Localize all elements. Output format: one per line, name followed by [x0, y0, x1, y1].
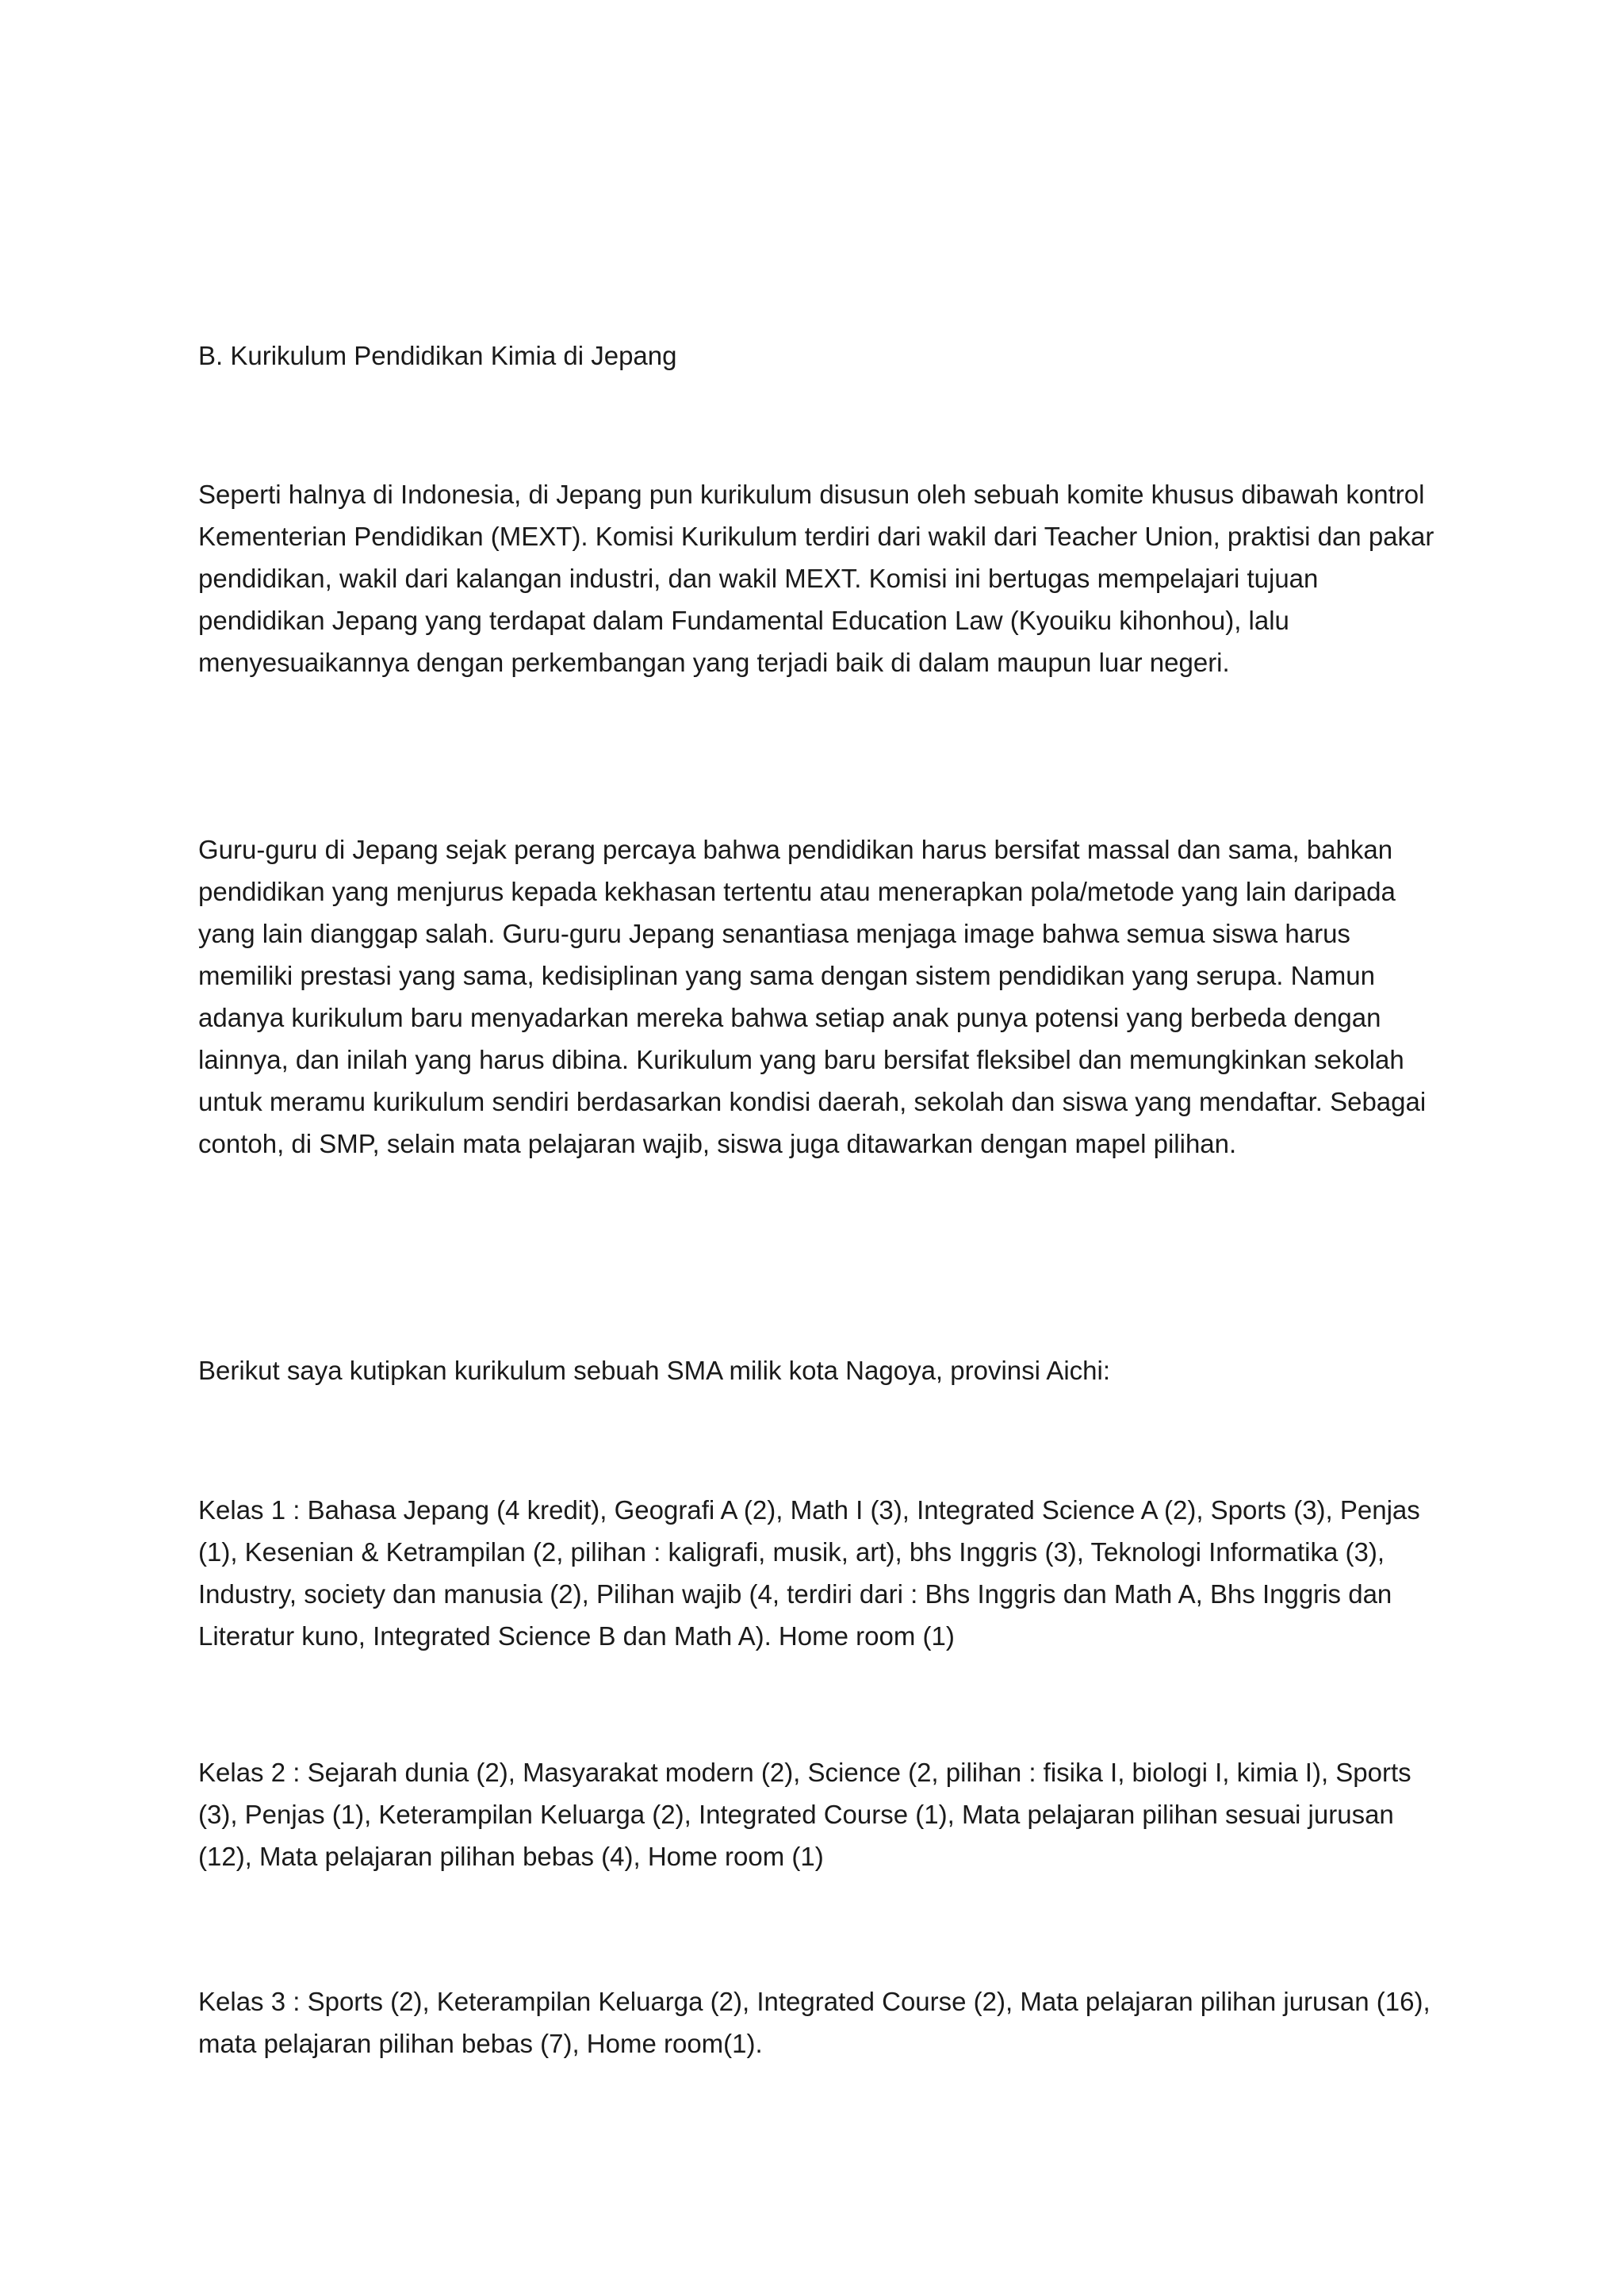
paragraph-class-2: Kelas 2 : Sejarah dunia (2), Masyarakat modern (2), Science (2, pilihan : fisika I, biologi I, kimia I), Sports (3), Penjas (1), Keterampilan Keluarga (2), Integrated Course (1), Mata pelajaran pilihan sesuai jurusan (12), Mata pelajaran pilihan bebas (4), Home room (1) — [198, 1758, 1411, 1871]
paragraph-class-3: Kelas 3 : Sports (2), Keterampilan Keluarga (2), Integrated Course (2), Mata pelajaran pilihan jurusan (16), mata pelajaran pilihan bebas (7), Home room(1). — [198, 1987, 1431, 2058]
paragraph-teachers-view: Guru-guru di Jepang sejak perang percaya bahwa pendidikan harus bersifat massal dan sama, bahkan pendidikan yang menjurus kepada kekhasan tertentu atau menerapkan pola/metode yang lain daripada yang lain dianggap salah. Guru-guru Jepang senantiasa menjaga image bahwa semua siswa harus memiliki prestasi yang sama, kedisiplinan yang sama dengan sistem pendidikan yang serupa. Namun adanya kurikulum baru menyadarkan mereka bahwa setiap anak punya potensi yang berbeda dengan lainnya, dan inilah yang harus dibina. Kurikulum yang baru bersifat fleksibel dan memungkinkan sekolah untuk meramu kurikulum sendiri berdasarkan kondisi daerah, sekolah dan siswa yang mendaftar. Sebagai contoh, di SMP, selain mata pelajaran wajib, siswa juga ditawarkan dengan mapel pilihan. — [198, 835, 1427, 1158]
section-heading: B. Kurikulum Pendidikan Kimia di Jepang — [198, 341, 677, 370]
paragraph-class-1: Kelas 1 : Bahasa Jepang (4 kredit), Geografi A (2), Math I (3), Integrated Science A (2), Sports (3), Penjas (1), Kesenian & Ketrampilan (2, pilihan : kaligrafi, musik, art), bhs Inggris (3), Teknologi Informatika (3), Industry, society dan manusia (2), Pilihan wajib (4, terdiri dari : Bhs Inggris dan Math A, Bhs Inggris dan Literatur kuno, Integrated Science B dan Math A). Home room (1) — [198, 1495, 1420, 1651]
paragraph-nagoya-intro: Berikut saya kutipkan kurikulum sebuah SMA milik kota Nagoya, provinsi Aichi: — [198, 1356, 1111, 1385]
paragraph-curriculum-committee: Seperti halnya di Indonesia, di Jepang pun kurikulum disusun oleh sebuah komite khusus dibawah kontrol Kementerian Pendidikan (MEXT). Komisi Kurikulum terdiri dari wakil dari Teacher Union, praktisi dan pakar pendidikan, wakil dari kalangan industri, dan wakil MEXT. Komisi ini bertugas mempelajari tujuan pendidikan Jepang yang terdapat dalam Fundamental Education Law (Kyouiku kihonhou), lalu menyesuaikannya dengan perkembangan yang terjadi baik di dalam maupun luar negeri. — [198, 480, 1434, 677]
